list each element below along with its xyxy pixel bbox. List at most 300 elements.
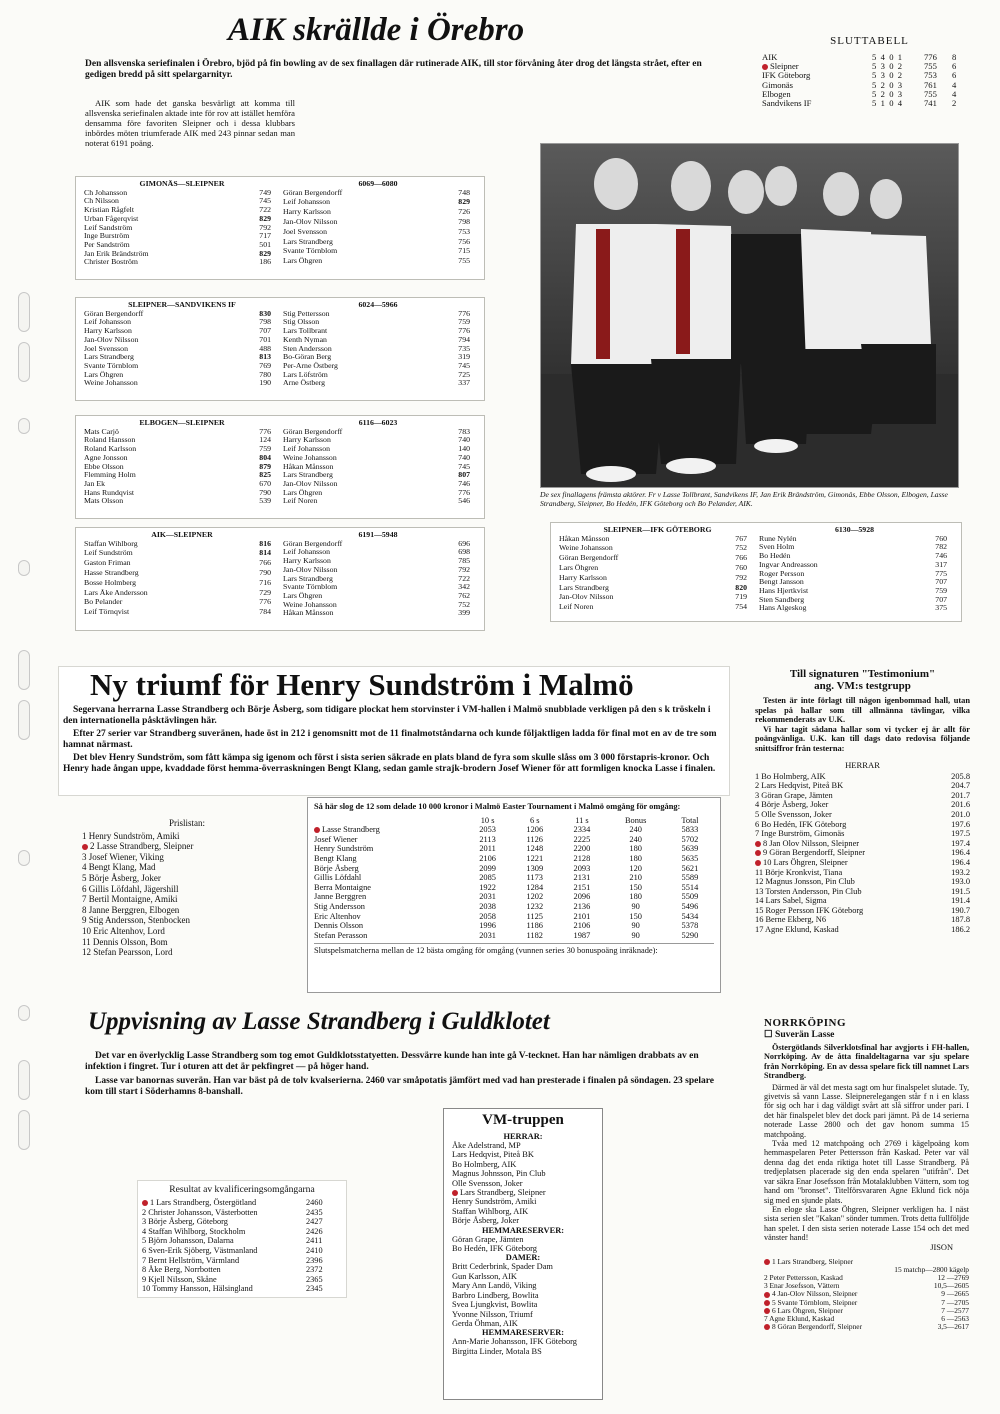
match-header — [84, 531, 476, 540]
player-name: Göran Bergendorff — [283, 538, 343, 548]
points: 6 — [952, 70, 957, 81]
testimonium-name: 17 Agne Eklund, Kaskad — [755, 925, 839, 935]
player-score: 785 — [458, 556, 470, 566]
testimonium-row — [755, 810, 970, 820]
player-name: Leif Johansson — [84, 317, 131, 327]
player-score: 783 — [458, 426, 470, 436]
testimonium-row — [755, 820, 970, 830]
easter-value: 1284 — [526, 882, 544, 892]
player-name: Sten Sandberg — [759, 594, 805, 604]
player-score: 807 — [458, 470, 470, 480]
pins: 776 — [924, 52, 937, 62]
player-score: 776 — [458, 326, 470, 336]
player-score: 190 — [259, 378, 271, 388]
player-score: 140 — [458, 444, 470, 454]
easter-row — [314, 892, 714, 902]
easter-value: 180 — [629, 844, 642, 854]
pins: 755 — [924, 88, 937, 99]
match-right-team — [277, 428, 476, 506]
testimonium-row — [755, 887, 970, 897]
easter-value: 2136 — [573, 901, 591, 911]
player-name: Ch Johansson — [84, 187, 128, 197]
easter-row — [314, 931, 714, 941]
vm-player: Henry Sundström, Amiki — [452, 1197, 537, 1207]
player-score: 790 — [259, 487, 271, 497]
easter-intro: Så här slog de 12 som delade 10 000 kronor i Malmö Easter Tournament i Malmö omgång för omgång: — [314, 802, 681, 811]
player-score: 792 — [458, 564, 470, 574]
vm-player: Staffan Wihlborg, AIK — [452, 1206, 529, 1216]
easter-value: 1996 — [479, 921, 496, 931]
player-name: Lars Öhgren — [559, 563, 599, 573]
prislista-row: 9 Stig Andersson, Stenbocken — [82, 915, 190, 926]
player-score: 707 — [935, 577, 947, 587]
kval-name: 4 Staffan Wihlborg, Stockholm — [142, 1226, 246, 1236]
player-score: 186 — [259, 257, 271, 267]
kval-row — [142, 1265, 342, 1275]
testimonium-average: 186.2 — [951, 925, 970, 935]
testimonium-average: 197.5 — [951, 829, 970, 839]
player-name: Weine Johansson — [84, 378, 138, 388]
kval-name: 8 Åke Berg, Norrbotten — [142, 1265, 221, 1275]
easter-value: 2128 — [573, 853, 591, 863]
easter-value: 1125 — [526, 911, 543, 921]
testimonium-average: 201.6 — [951, 800, 970, 810]
player-name: Flemming Holm — [84, 470, 136, 480]
match-columns — [84, 428, 476, 506]
player-score: 722 — [259, 205, 271, 215]
kval-score: 2396 — [306, 1255, 323, 1265]
player-score: 798 — [458, 217, 470, 227]
easter-value: 2131 — [573, 873, 591, 883]
match-title: SLEIPNER—IFK GÖTEBORG — [603, 525, 712, 534]
easter-results-table — [314, 816, 714, 941]
vm-player: Lars Hedqvist, Piteå BK — [452, 1150, 534, 1160]
article3-p2: Lasse var banornas suverän. Han var bäst på de tolv kvalserierna. 2460 var småpotatis jämfört med vad han presterade i finalen på söndagen. 23 spelare kom till start i Söderhamns 8-banshall. — [85, 1076, 715, 1097]
match-columns — [84, 189, 476, 267]
easter-value: 240 — [629, 825, 642, 835]
easter-col-header: Total — [681, 815, 699, 825]
easter-value: 90 — [631, 901, 640, 911]
player-score: 804 — [259, 452, 271, 462]
easter-name: Dennis Olsson — [314, 921, 364, 931]
match-score: 6116—6023 — [358, 418, 398, 427]
testimonium-average: 190.7 — [951, 905, 970, 915]
norrkoping-score: 3,5—2617 — [937, 1322, 969, 1332]
easter-value: 2106 — [573, 921, 591, 931]
prislista-row: 1 Henry Sundström, Amiki — [82, 830, 180, 841]
easter-value: 2093 — [573, 863, 591, 873]
easter-value: 5378 — [681, 921, 699, 931]
player-score: 820 — [735, 582, 747, 592]
easter-value: 1202 — [526, 892, 544, 902]
testimonium-title1: Till signaturen "Testimonium" — [789, 668, 936, 680]
points: 4 — [952, 79, 957, 90]
player-score: 670 — [259, 478, 271, 488]
sluttabell-row — [762, 71, 977, 80]
prislista-row: 8 Janne Berggren, Elbogen — [82, 904, 180, 915]
match-left-team — [559, 535, 753, 613]
easter-value: 1232 — [526, 901, 544, 911]
testimonium-name: 1 Bo Holmberg, AIK — [755, 771, 826, 781]
testimonium-name: 9 Göran Bergendorff, Sleipner — [755, 848, 932, 858]
easter-value: 2031 — [479, 892, 496, 902]
norrkoping-p1: Därmed är väl det mesta sagt om hur finalspelet slutade. Ty, givetvis så vann Lasse. Sleipnerelegangen står f n i en klass för sig och har i dag väldigt svårt att slå siffror under pari. I det här finalspelet blev det dock pari jämnt. På de 14 serierna noterade Lasse 2800 och det gav honom summa 15 matchpoäng. — [764, 1082, 969, 1139]
kval-name: 10 Tommy Hansson, Hälsingland — [142, 1284, 253, 1294]
easter-table-box — [307, 797, 721, 993]
player-name: Leif Noren — [283, 496, 318, 506]
testimonium-name: 6 Bo Hedén, IFK Göteborg — [755, 819, 847, 829]
player-name: Lars Strandberg — [559, 582, 609, 592]
team-photo — [540, 143, 959, 488]
player-name: Lars Strandberg — [283, 573, 333, 583]
vm-hemmareserver-label: HEMMARESERVER: — [481, 1225, 565, 1235]
player-score: 769 — [259, 360, 271, 370]
prislistan-rows — [82, 831, 292, 958]
player-score: 725 — [458, 369, 470, 379]
easter-value: 180 — [629, 892, 642, 902]
testimonium-name: 14 Lars Sabel, Sigma — [755, 896, 827, 906]
points: 8 — [952, 52, 957, 62]
easter-value: 1126 — [526, 834, 543, 844]
binder-hole — [18, 1005, 30, 1021]
team-name: Elbogen — [762, 88, 791, 99]
player-score: 879 — [259, 461, 271, 471]
player-name: Håkan Månsson — [283, 608, 334, 618]
binder-hole — [18, 342, 30, 382]
player-score: 794 — [458, 334, 470, 344]
player-score: 829 — [259, 213, 271, 223]
player-score: 399 — [458, 608, 470, 618]
vm-player: Lars Strandberg, Sleipner — [452, 1188, 594, 1197]
player-name: Jan-Olov Nilsson — [283, 564, 338, 574]
binder-hole — [18, 700, 30, 740]
kval-score: 2365 — [306, 1274, 323, 1284]
match-columns — [84, 310, 476, 388]
vm-player: Barbro Lindberg, Bowlita — [452, 1290, 539, 1300]
norrkoping-name: 5 Svante Törnblom, Sleipner — [764, 1299, 891, 1307]
player-name: Leif Noren — [559, 602, 594, 612]
prislista-row: 12 Stefan Pearsson, Lord — [82, 947, 173, 958]
easter-value: 1248 — [526, 844, 544, 854]
match-title: AIK—SLEIPNER — [151, 530, 213, 539]
vm-hemmareserver2-label: HEMMARESERVER: — [481, 1328, 565, 1338]
testimonium-name: 11 Börje Kronkvist, Tiana — [755, 867, 843, 877]
easter-row — [314, 844, 714, 854]
player-name: Mats Carjö — [84, 426, 119, 436]
match-left-team — [84, 189, 277, 267]
player-name: Jan Ek — [84, 478, 106, 488]
easter-value: 5589 — [681, 873, 699, 883]
sluttabell-row — [762, 81, 977, 90]
match-right-team — [277, 189, 476, 267]
vm-player: Bo Holmberg, AIK — [452, 1159, 517, 1169]
match-score: 6024—5966 — [358, 300, 398, 309]
player-name: Svante Törnblom — [84, 360, 139, 370]
player-name: Lars Öhgren — [283, 590, 323, 600]
vm-player: Mary Ann Landö, Viking — [452, 1281, 537, 1291]
pins: 741 — [924, 98, 937, 109]
player-name: Lars Öhgren — [84, 369, 124, 379]
player-score: 762 — [458, 590, 470, 600]
match-box-elbogen-sleipner — [75, 415, 485, 519]
player-score: 729 — [259, 587, 271, 597]
binder-hole — [18, 292, 30, 332]
easter-value: 1221 — [526, 853, 544, 863]
testimonium-average: 187.8 — [951, 915, 970, 925]
record: 5 1 0 4 — [872, 98, 903, 109]
player-score: 782 — [935, 542, 947, 552]
kval-score: 2460 — [306, 1198, 323, 1207]
sluttabell-title: SLUTTABELL — [830, 35, 909, 47]
player-name: Harry Karlsson — [283, 435, 331, 445]
player-score: 746 — [935, 551, 947, 561]
easter-value: 5434 — [681, 911, 699, 921]
red-marker-dot — [452, 1190, 458, 1196]
player-name: Ingvar Andreasson — [759, 559, 818, 569]
player-score: 829 — [259, 248, 271, 258]
player-name: Staffan Wihlborg — [84, 538, 138, 548]
red-marker-dot — [764, 1324, 770, 1330]
player-name: Jan-Olov Nilsson — [84, 334, 139, 344]
player-score: 813 — [259, 352, 271, 362]
player-score: 337 — [458, 378, 470, 388]
player-score: 707 — [259, 326, 271, 336]
match-title: ELBOGEN—SLEIPNER — [139, 418, 225, 427]
norrkoping-score: 6 —2563 — [941, 1313, 969, 1323]
article2-p3: Det blev Henry Sundström, som fått kämpa sig igenom och först i sista serien säkrade en plats bland de fyra som skulle slåss om 3 000 förstapris-kronor. Och Henry hade ångan uppe, kvaddade först hemma-överraskningen Bengt Klang, sedan gamle strajk-brodern Josef Wiener för att formligen knocka Lasse i finalen. — [63, 753, 716, 774]
easter-value: 2085 — [479, 873, 496, 883]
norrkoping-name: 7 Agne Eklund, Kaskad — [764, 1313, 835, 1323]
testimonium-average: 191.4 — [951, 896, 970, 906]
easter-value: 1309 — [526, 863, 544, 873]
easter-name: Josef Wiener — [314, 834, 358, 844]
kval-row — [142, 1284, 342, 1294]
easter-value: 2031 — [479, 930, 496, 940]
player-score: 719 — [735, 592, 747, 602]
player-name: Mats Olsson — [84, 496, 124, 506]
testimonium-herrar: HERRAR — [845, 759, 880, 770]
testimonium-row — [755, 915, 970, 925]
player-name: Göran Bergendorff — [283, 426, 343, 436]
norrkoping-score: 7 —2705 — [941, 1297, 969, 1307]
player-name: Joel Svensson — [283, 226, 327, 236]
player-name: Weine Johansson — [559, 543, 613, 553]
vm-player: Olle Svensson, Joker — [452, 1178, 523, 1188]
testimonium-name: 15 Roger Persson IFK Göteborg — [755, 905, 864, 915]
testimonium-row — [755, 829, 970, 839]
player-name: Jan Erik Brändström — [84, 248, 149, 258]
easter-name: Stefan Perasson — [314, 930, 368, 940]
player-name: Leif Johansson — [283, 197, 330, 207]
player-name: Lars Öhgren — [283, 487, 323, 497]
kval-row — [142, 1208, 342, 1218]
photo-caption: De sex finallagens främsta aktörer. Fr v Lasse Tollbrant, Sandvikens IF, Jan Erik Brändström, Gimonäs, Ebbe Olsson, Elbogen, Lasse Strandberg, Sleipner, Bo Hedén, IFK Göteborg och Bo Pelander, AIK. — [540, 490, 948, 508]
pins: 753 — [924, 70, 937, 81]
easter-value: 5496 — [681, 901, 699, 911]
match-box-sleipner-ifk — [550, 522, 962, 622]
player-name: Per-Arne Östberg — [283, 360, 338, 370]
easter-col-header: 6 s — [529, 815, 540, 825]
player-name: Weine Johansson — [283, 599, 337, 609]
kval-score: 2372 — [306, 1265, 323, 1275]
record: 5 3 0 2 — [872, 61, 903, 72]
player-score: 726 — [458, 207, 470, 217]
testimonium-name: 8 Jan Olov Nilsson, Sleipner — [755, 839, 932, 849]
player-name: Svante Törnblom — [283, 246, 338, 256]
team-name: Sleipner — [762, 62, 872, 71]
kval-title: Resultat av kvalificeringsomgångarna — [169, 1184, 315, 1195]
easter-name: Stig Andersson — [314, 901, 365, 911]
points: 4 — [952, 88, 957, 99]
player-score: 501 — [259, 239, 271, 249]
testimonium-average: 204.7 — [951, 781, 970, 791]
prislista-row: 3 Josef Wiener, Viking — [82, 851, 164, 862]
easter-name: Bengt Klang — [314, 853, 357, 863]
player-name: Sten Andersson — [283, 343, 332, 353]
red-marker-dot — [755, 841, 761, 847]
vm-player: Börje Åsberg, Joker — [452, 1216, 520, 1226]
testimonium-row — [755, 781, 970, 791]
norrkoping-name: 6 Lars Öhgren, Sleipner — [764, 1307, 891, 1315]
easter-row — [314, 825, 714, 835]
easter-value: 1173 — [526, 873, 543, 883]
player-name: Roger Persson — [759, 568, 805, 578]
prislistan — [82, 818, 292, 958]
red-marker-dot — [755, 850, 761, 856]
testimonium-row — [755, 868, 970, 878]
kval-row — [142, 1198, 342, 1208]
norrkoping-sub: ☐ Suverän Lasse — [764, 1029, 835, 1040]
binder-hole — [18, 650, 30, 690]
easter-col-header — [314, 816, 464, 826]
norrkoping-name: 8 Göran Bergendorff, Sleipner — [764, 1323, 891, 1331]
easter-value: 2200 — [573, 844, 591, 854]
player-name: Leif Sundström — [84, 548, 133, 558]
norrkoping-p2: Tvåa med 12 matchpoäng och 2769 i kägelpoäng kom hemmaspelaren Peter Pettersson från Kaskad. Peter var väl denna dag det enda riktiga hotet till Lasse Strandberg. På tredjeplatsen placerade sig den enda spelaren "utifrån". Det var säkra Enar Josefsson från Motalaklubben Vättern, som tog hand om "bronset". Titelförsvararen Agne Eklund fick nöja sig med en sjunde plats. — [764, 1139, 969, 1205]
player-name: Göran Bergendorff — [84, 308, 144, 318]
easter-value: 5621 — [681, 863, 699, 873]
player-name: Weine Johansson — [283, 452, 337, 462]
player-score: 748 — [458, 187, 470, 197]
player-name: Lars Strandberg — [283, 470, 333, 480]
player-score: 707 — [935, 594, 947, 604]
easter-value: 150 — [629, 911, 642, 921]
team-name: IFK Göteborg — [762, 70, 811, 81]
testimonium-title2: ang. VM:s testgrupp — [814, 680, 911, 692]
player-name: Hans Algeskog — [759, 603, 807, 613]
testimonium-average: 197.4 — [951, 838, 970, 848]
player-score: 546 — [458, 496, 470, 506]
article3-p1: Det var en överlycklig Lasse Strandberg som tog emot Guldklotsstatyetten. Dessvärre kunde han inte gå V-tecknet. Han har nämligen drabbats av en infektion i fingret. Tur i oturen att det är pekfingret — på höger hand. — [85, 1051, 699, 1072]
player-score: 342 — [458, 582, 470, 592]
red-marker-dot — [762, 64, 768, 70]
player-score: 716 — [259, 577, 271, 587]
testimonium-name: 7 Inge Burström, Gimonäs — [755, 829, 845, 839]
player-score: 745 — [259, 196, 271, 206]
player-score: 816 — [259, 538, 271, 548]
player-score: 760 — [735, 563, 747, 573]
match-title: GIMONÄS—SLEIPNER — [139, 179, 225, 188]
easter-value: 1206 — [526, 825, 544, 835]
vm-title: VM-truppen — [482, 1112, 564, 1128]
easter-value: 2099 — [479, 863, 496, 873]
easter-name: Henry Sundström — [314, 844, 374, 854]
player-score: 539 — [259, 496, 271, 506]
player-name: Arne Östberg — [283, 378, 326, 388]
player-name: Ch Nilsson — [84, 196, 119, 206]
player-name: Roland Karlsson — [84, 444, 137, 454]
points: 2 — [952, 98, 957, 109]
player-score: 830 — [259, 308, 271, 318]
vm-player: Gerda Öhman, AIK — [452, 1318, 518, 1328]
kval-score: 2435 — [306, 1207, 323, 1217]
player-name: Sven Holm — [759, 542, 795, 552]
easter-value: 120 — [629, 863, 642, 873]
match-header — [559, 526, 953, 535]
player-name: Leif Johansson — [283, 547, 330, 557]
player-score: 488 — [259, 343, 271, 353]
easter-name: Janne Berggren — [314, 892, 367, 902]
player-name: Lars Åke Andersson — [84, 587, 148, 597]
player-score: 745 — [458, 461, 470, 471]
player-score: 722 — [458, 573, 470, 583]
easter-row — [314, 912, 714, 922]
easter-col-header: 10 s — [480, 815, 495, 825]
easter-value: 210 — [629, 873, 642, 883]
match-header — [84, 419, 476, 428]
easter-row — [314, 902, 714, 912]
red-marker-dot — [764, 1259, 770, 1265]
player-score: 319 — [458, 352, 470, 362]
norrkoping-result-row — [764, 1323, 969, 1331]
player-name: Hans Rundqvist — [84, 487, 135, 497]
kval-row — [142, 1256, 342, 1266]
player-score: 760 — [935, 533, 947, 543]
match-right-team — [277, 310, 476, 388]
player-score: 775 — [935, 568, 947, 578]
player-name: Håkan Månsson — [283, 461, 334, 471]
easter-value: 5639 — [681, 844, 699, 854]
player-score: 375 — [935, 603, 947, 613]
player-score: 753 — [458, 226, 470, 236]
player-name: Kenth Nyman — [283, 334, 327, 344]
match-box-sleipner-sandvikens — [75, 297, 485, 401]
team-name: AIK — [762, 52, 778, 62]
testimonium-average: 196.4 — [951, 848, 970, 858]
player-name: Harry Karlsson — [84, 326, 132, 336]
kval-rows — [142, 1198, 342, 1294]
vm-player: Åke Adelstrand, MP — [452, 1141, 521, 1150]
kval-name: 3 Börje Åsberg, Göteborg — [142, 1217, 228, 1227]
player-score: 780 — [259, 369, 271, 379]
testimonium-average: 197.6 — [951, 819, 970, 829]
player-score: 124 — [259, 435, 271, 445]
easter-value: 2058 — [479, 911, 496, 921]
player-name: Christer Boström — [84, 257, 138, 267]
player-name: Bo Hedén — [759, 551, 791, 561]
player-name: Lars Strandberg — [84, 352, 134, 362]
player-score: 792 — [259, 222, 271, 232]
easter-row — [314, 864, 714, 874]
testimonium-row — [755, 791, 970, 801]
vm-player: Gun Karlsson, AIK — [452, 1271, 517, 1281]
testimonium-row — [755, 858, 970, 868]
red-marker-dot — [82, 844, 88, 850]
player-name: Leif Johansson — [283, 444, 330, 454]
match-left-team — [84, 310, 277, 388]
easter-value: 150 — [629, 882, 642, 892]
article2-p2: Efter 27 serier var Strandberg suveränen, hade öst in 212 i genomsnitt mot de 11 finalmotståndarna och kunde följaktligen ladda för final mot en av de tre som hamnat närmast. — [63, 729, 717, 750]
